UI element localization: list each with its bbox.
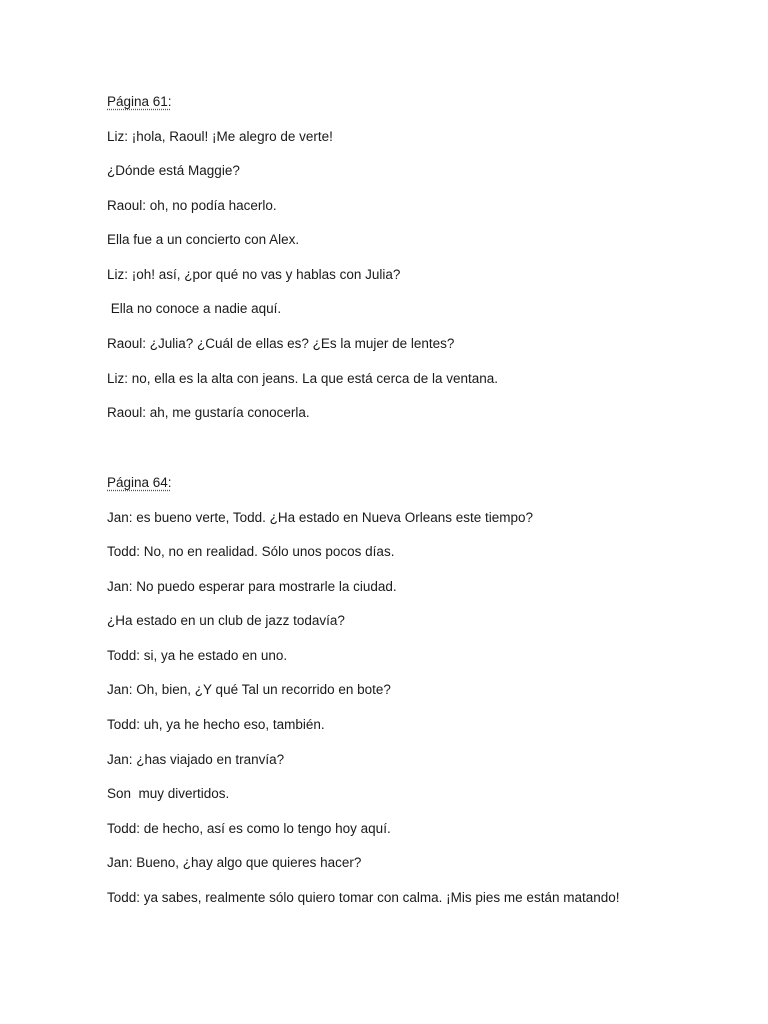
dialogue-line: Liz: ¡hola, Raoul! ¡Me alegro de verte! xyxy=(107,128,333,144)
dialogue-line: Liz: ¡oh! así, ¿por qué no vas y hablas con Julia? xyxy=(107,266,401,282)
section-heading: Página 61: xyxy=(107,94,172,109)
dialogue-line: ¿Dónde está Maggie? xyxy=(107,163,240,179)
dialogue-line: Jan: Oh, bien, ¿Y qué Tal un recorrido en bote? xyxy=(107,682,391,698)
section-page-64 xyxy=(107,473,727,923)
dialogue-line: Son muy divertidos. xyxy=(107,786,230,802)
dialogue-line: Liz: no, ella es la alta con jeans. La que está cerca de la ventana. xyxy=(107,370,499,386)
dialogue-line: Raoul: ¿Julia? ¿Cuál de ellas es? ¿Es la mujer de lentes? xyxy=(107,336,455,352)
dialogue-line: Ella no conoce a nadie aquí. xyxy=(107,301,282,317)
dialogue-line: Ella fue a un concierto con Alex. xyxy=(107,232,300,248)
dialogue-line: Jan: es bueno verte, Todd. ¿Ha estado en Nueva Orleans este tiempo? xyxy=(107,509,534,525)
dialogue-line: Todd: de hecho, así es como lo tengo hoy aquí. xyxy=(107,820,391,836)
dialogue-line: Todd: ya sabes, realmente sólo quiero tomar con calma. ¡Mis pies me están matando! xyxy=(107,890,620,906)
dialogue-line: Todd: si, ya he estado en uno. xyxy=(107,647,288,663)
dialogue-line: ¿Ha estado en un club de jazz todavía? xyxy=(107,613,345,629)
section-heading: Página 64: xyxy=(107,475,172,490)
dialogue-line: Todd: uh, ya he hecho eso, también. xyxy=(107,717,325,733)
dialogue-line: Jan: ¿has viajado en tranvía? xyxy=(107,751,285,767)
dialogue-line: Raoul: oh, no podía hacerlo. xyxy=(107,197,277,213)
dialogue-line: Jan: No puedo esperar para mostrarle la ciudad. xyxy=(107,578,397,594)
section-page-61 xyxy=(107,92,727,438)
dialogue-line: Raoul: ah, me gustaría conocerla. xyxy=(107,405,310,421)
dialogue-line: Jan: Bueno, ¿hay algo que quieres hacer? xyxy=(107,855,362,871)
dialogue-line: Todd: No, no en realidad. Sólo unos pocos días. xyxy=(107,544,395,560)
